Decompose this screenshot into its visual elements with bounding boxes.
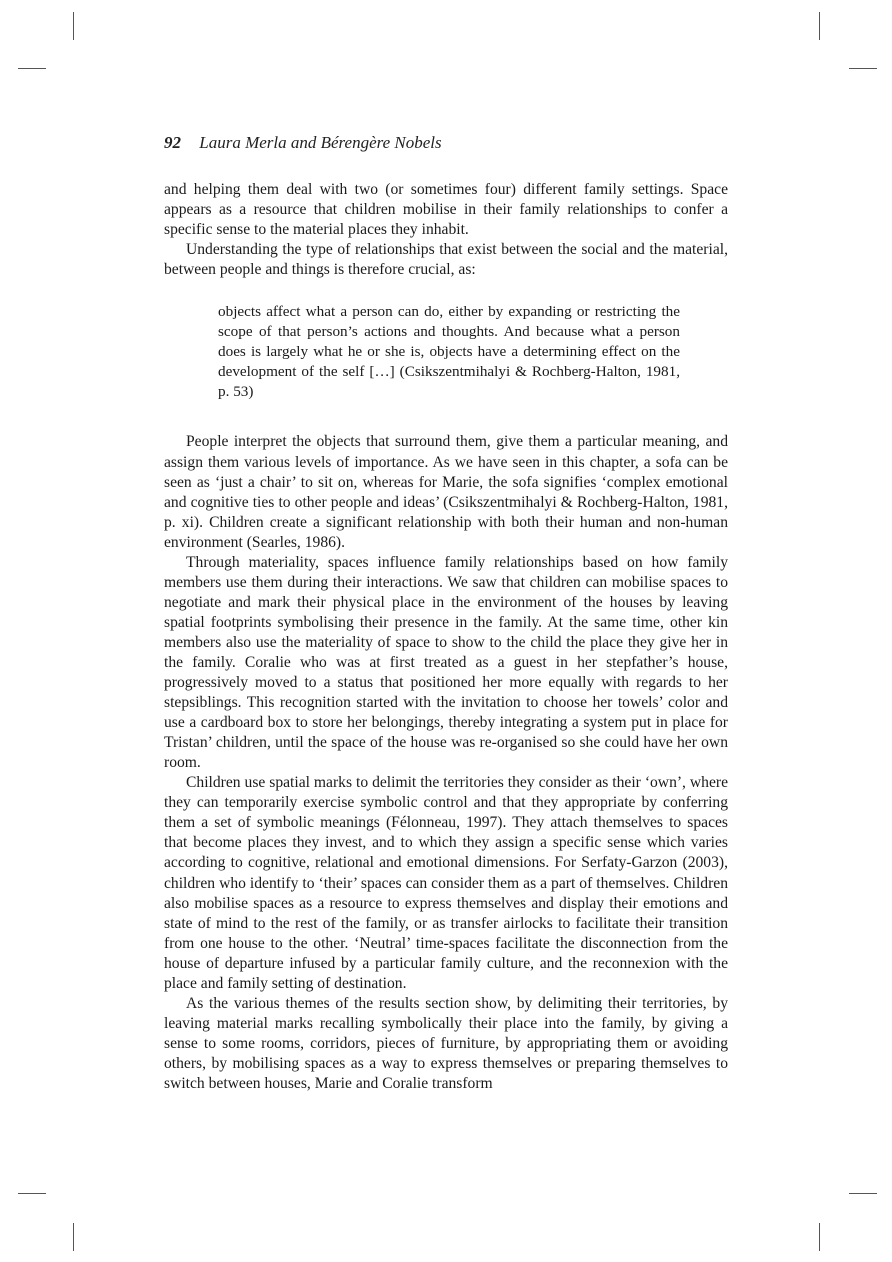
paragraph: Understanding the type of relationships that exist between the social and the material, between people and things is therefore crucial, as: bbox=[164, 241, 728, 279]
paragraph: Through materiality, spaces influence family relationships based on how family members use them during their interactions. We saw that children can mobilise spaces to negotiate and mark their physical place in the environment of the houses by leaving spatial footprints symbolising their presence in the family. At the same time, other kin members also use the materiality of space to show to the child the place they give her in the family. Coralie who was at first treated as a guest in her stepfather’s house, progressively moved to a status that positioned her more equally with regards to her stepsiblings. This recognition started with the invitation to choose her towels’ color and use a cardboard box to store her belongings, thereby integrating a system put in place for Tristan’ children, until the space of the house was re-organised so she could have her own room. bbox=[164, 553, 728, 772]
page-number: 92 bbox=[164, 133, 181, 152]
crop-mark-right-upper bbox=[849, 68, 877, 69]
block-quote: objects affect what a person can do, either by expanding or restricting the scope of that person’s actions and thoughts. And because what a person does is largely what he or she is, objects have a determining effect on the development of the self […] (Csikszentmihalyi & Rochberg-Halton, 1981, p. 53) bbox=[218, 303, 680, 401]
paragraph: Children use spatial marks to delimit the territories they consider as their ‘own’, where they can temporarily exercise symbolic control and that they appropriate by conferring them a set of symbolic meanings (Félonneau, 1997). They attach themselves to spaces that become places they invest, and to which they assign a specific sense which varies according to cognitive, relational and emotional dimensions. For Serfaty-Garzon (2003), children who identify to ‘their’ spaces can consider them as a part of themselves. Children also mobilise spaces as a resource to express themselves and display their emotions and state of mind to the rest of the family, or as transfer airlocks to facilitate their transition from one house to the other. ‘Neutral’ time-spaces facilitate the disconnection from the house of departure infused by a particular family culture, and the reconnexion with the place and family setting of destination. bbox=[164, 774, 728, 992]
crop-mark-top-left bbox=[73, 12, 74, 40]
crop-mark-bottom-right bbox=[819, 1223, 820, 1251]
crop-mark-left-upper bbox=[18, 68, 46, 69]
paragraph-continued: and helping them deal with two (or sometimes four) different family settings. Space appears as a resource that children mobilise in their family relationships to confer a specific sense to the material places they inhabit. bbox=[164, 181, 728, 239]
paragraph: People interpret the objects that surround them, give them a particular meaning, and assign them various levels of importance. As we have seen in this chapter, a sofa can be seen as ‘just a chair’ to sit on, whereas for Marie, the sofa signifies ‘complex emotional and cognitive ties to other people and ideas’ (Csikszentmihalyi & Rochberg-Halton, 1981, p. xi). Children create a significant relationship with both their human and non-human environment (Searles, 1986). bbox=[164, 433, 728, 551]
running-head-authors: Laura Merla and Bérengère Nobels bbox=[199, 133, 442, 152]
body-text bbox=[164, 180, 728, 1094]
crop-mark-right-lower bbox=[849, 1193, 877, 1194]
paragraph: As the various themes of the results section show, by delimiting their territories, by leaving material marks recalling symbolically their place into the family, by giving a sense to some rooms, corridors, pieces of furniture, by appropriating them or avoiding others, by mobilising spaces as a way to express themselves or preparing themselves to switch between houses, Marie and Coralie transform bbox=[164, 994, 728, 1092]
crop-mark-bottom-left bbox=[73, 1223, 74, 1251]
crop-mark-left-lower bbox=[18, 1193, 46, 1194]
crop-mark-top-right bbox=[819, 12, 820, 40]
running-head bbox=[164, 133, 442, 153]
